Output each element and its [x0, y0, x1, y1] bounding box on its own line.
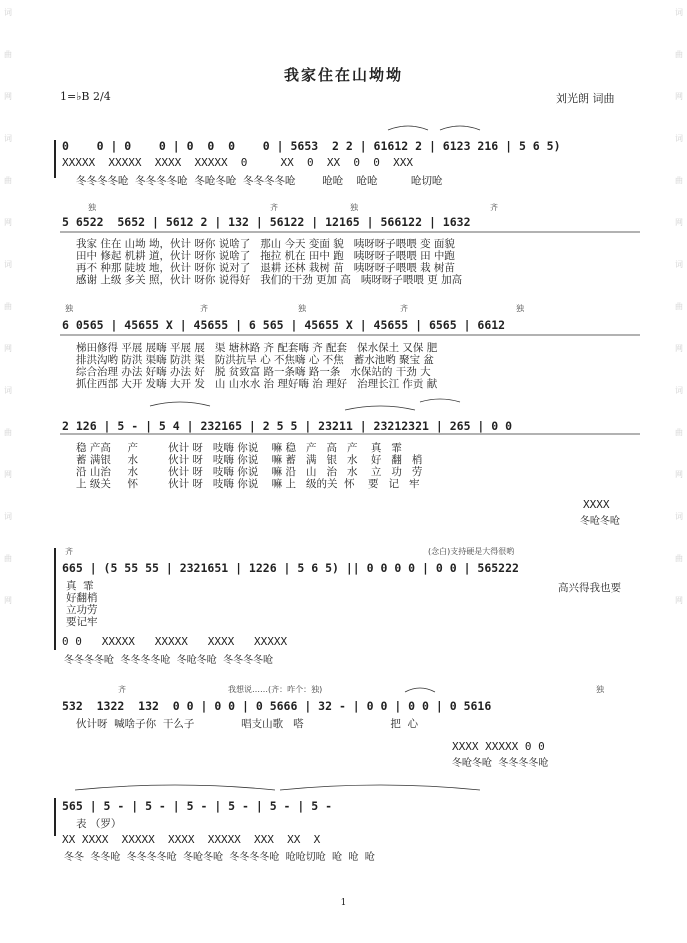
- lyric-line: 排洪沟哟 防洪 渠嗨 防洪 渠 防洪抗旱 心 不焦嗨 心 不焦 蓄水池哟 聚宝 盆: [76, 354, 434, 366]
- percussion-lyric: 冬冬冬冬呛 冬冬冬冬呛 冬呛冬呛 冬冬冬冬呛: [64, 655, 274, 666]
- watermark-char: 词: [675, 386, 683, 395]
- watermark-char: 网: [675, 344, 683, 353]
- lyric-line: 表 （罗）: [76, 818, 122, 830]
- watermark-char: 网: [4, 218, 12, 227]
- watermark-char: 曲: [675, 176, 683, 185]
- watermark-char: 词: [675, 134, 683, 143]
- performance-mark: 独: [350, 203, 358, 212]
- performance-mark: 独: [516, 304, 524, 313]
- watermark-char: 词: [4, 512, 12, 521]
- page-number: 1: [340, 898, 347, 908]
- percussion-lyric: 冬呛冬呛 冬冬冬冬呛: [452, 758, 549, 769]
- lyric-line: 伙计呀 喊啥子你 干么子 唱支山歌 嗒 把 心: [76, 718, 419, 730]
- melody-line: 5 6522 5652 | 5612 2 | 132 | 56122 | 12165 | 566122 | 1632: [62, 215, 471, 229]
- watermark-char: 网: [675, 92, 683, 101]
- watermark-char: 曲: [675, 428, 683, 437]
- song-title: 我家住在山坳坳: [283, 66, 403, 84]
- composer-credit: 刘光朗 词曲: [556, 92, 615, 105]
- watermark-char: 网: [4, 470, 12, 479]
- lyric-line: 综合治理 办法 好嗨 办法 好 脱 贫致富 路一条嗨 路一条 水保站的 干劲 大: [76, 366, 431, 378]
- watermark-char: 曲: [4, 428, 12, 437]
- lyric-line: 沿 山治 水 伙计 呀 吱嗨 你说 嘛 沿 山 治 水 立 功 劳: [76, 466, 423, 478]
- watermark-char: 网: [4, 92, 12, 101]
- lyric-line: 感谢 上级 多关 照，伙计 呀你 说得好 我们的干劲 更加 高 咦呀呀子喂喂 更 加高: [76, 274, 463, 286]
- performance-mark: 齐: [490, 203, 498, 212]
- melody-line: 0 0 | 0 0 | 0 0 0 0 | 5653 2 2 | 61612 2 | 6123 216 | 5 6 5): [62, 139, 561, 153]
- watermark-char: 曲: [4, 50, 12, 59]
- lyric-line: 田中 修起 机耕 道，伙计 呀你 说啥了 拖拉 机在 田中 跑 咦呀呀子喂喂 田 中跑: [76, 250, 455, 262]
- lyric-line: 立功劳: [66, 604, 98, 616]
- performance-mark: 齐: [200, 304, 208, 313]
- lyric-line: 冬冬冬冬呛 冬冬冬冬呛 冬呛冬呛 冬冬冬冬呛 呛呛 呛呛 呛切呛: [76, 175, 443, 187]
- spoken-line: 高兴得我也要: [558, 582, 621, 594]
- lyric-line: 我家 住在 山坳 坳，伙计 呀你 说啥了 那山 今天 变面 貌 咦呀呀子喂喂 变 面貌: [76, 238, 455, 250]
- percussion-lyric: 冬冬 冬冬呛 冬冬冬冬呛 冬呛冬呛 冬冬冬冬呛 呛呛切呛 呛 呛 呛: [64, 852, 375, 863]
- watermark-char: 网: [4, 344, 12, 353]
- lyric-line: 蓄 满银 水 伙计 呀 吱嗨 你说 嘛 蓄 满 银 水 好 翻 梢: [76, 454, 423, 466]
- performance-mark: 齐: [118, 685, 126, 694]
- watermark-char: 网: [675, 470, 683, 479]
- percussion-line: 0 0 XXXXX XXXXX XXXX XXXXX: [62, 635, 288, 648]
- watermark-char: 词: [675, 8, 683, 17]
- lyric-line: 真 霏: [66, 580, 94, 592]
- watermark-char: 词: [675, 260, 683, 269]
- percussion-line: XXXX XXXXX 0 0: [452, 740, 545, 753]
- performance-mark: 独: [65, 304, 73, 313]
- performance-mark: 齐: [270, 203, 278, 212]
- performance-mark: 独: [298, 304, 306, 313]
- watermark-char: 词: [4, 386, 12, 395]
- lyric-line: 再不 种那 陡坡 地，伙计 呀你 说对了 退耕 还林 栽树 苗 咦呀呀子喂喂 栽 树苗: [76, 262, 455, 274]
- percussion-line: XXXXX XXXXX XXXX XXXXX 0 XX 0 XX 0 0 XXX: [62, 156, 413, 169]
- lyric-line: 好翻梢: [66, 592, 98, 604]
- watermark-char: 网: [675, 596, 683, 605]
- lyric-line: 梯田修得 平展 展嗨 平展 展 渠 塘林路 齐 配套嗨 齐 配套 保水保土 又保 肥: [76, 342, 438, 354]
- performance-mark: 独: [596, 685, 604, 694]
- watermark-char: 曲: [675, 50, 683, 59]
- watermark-char: 词: [4, 8, 12, 17]
- lyric-line: 上 级关 怀 伙计 呀 吱嗨 你说 嘛 上 级的关 怀 要 记 牢: [76, 478, 420, 490]
- left-watermark: [2, 8, 14, 638]
- watermark-char: 曲: [4, 176, 12, 185]
- watermark-char: 网: [675, 218, 683, 227]
- watermark-char: 网: [4, 596, 12, 605]
- watermark-char: 词: [4, 134, 12, 143]
- melody-line: 665 | (5 55 55 | 2321651 | 1226 | 5 6 5) || 0 0 0 0 | 0 0 | 565222: [62, 561, 519, 575]
- key-signature: 1=♭B 2/4: [60, 90, 111, 103]
- lyric-line: 抓住西部 大开 发嗨 大开 发 山 山水水 治 理好嗨 治 理好 治理长江 作贡 献: [76, 378, 438, 390]
- watermark-char: 曲: [4, 302, 12, 311]
- lyric-line: 要记牢: [66, 616, 98, 628]
- performance-mark: 齐: [65, 547, 73, 556]
- percussion-line: XX XXXX XXXXX XXXX XXXXX XXX XX X: [62, 833, 321, 846]
- percussion-lyric: 冬呛冬呛: [580, 516, 620, 527]
- performance-mark: 我想说……(齐：咋个：独): [228, 685, 323, 694]
- watermark-char: 词: [4, 260, 12, 269]
- performance-mark: (念白)支持硬是大得很哟: [428, 547, 515, 556]
- melody-line: 6 0565 | 45655 X | 45655 | 6 565 | 45655 X | 45655 | 6565 | 6612: [62, 318, 506, 332]
- performance-mark: 齐: [400, 304, 408, 313]
- watermark-char: 曲: [675, 554, 683, 563]
- watermark-char: 曲: [4, 554, 12, 563]
- performance-mark: 独: [88, 203, 96, 212]
- melody-line: 532 1322 132 0 0 | 0 0 | 0 5666 | 32 - | 0 0 | 0 0 | 0 5616: [62, 699, 492, 713]
- watermark-char: 词: [675, 512, 683, 521]
- watermark-char: 曲: [675, 302, 683, 311]
- right-watermark: [673, 8, 685, 638]
- lyric-line: 稳 产高 产 伙计 呀 吱嗨 你说 嘛 稳 产 高 产 真 霏: [76, 442, 402, 454]
- percussion-line: XXXX: [583, 498, 610, 511]
- melody-line: 2 126 | 5 - | 5 4 | 232165 | 2 5 5 | 23211 | 23212321 | 265 | 0 0: [62, 419, 513, 433]
- melody-line: 565 | 5 - | 5 - | 5 - | 5 - | 5 - | 5 -: [62, 799, 333, 813]
